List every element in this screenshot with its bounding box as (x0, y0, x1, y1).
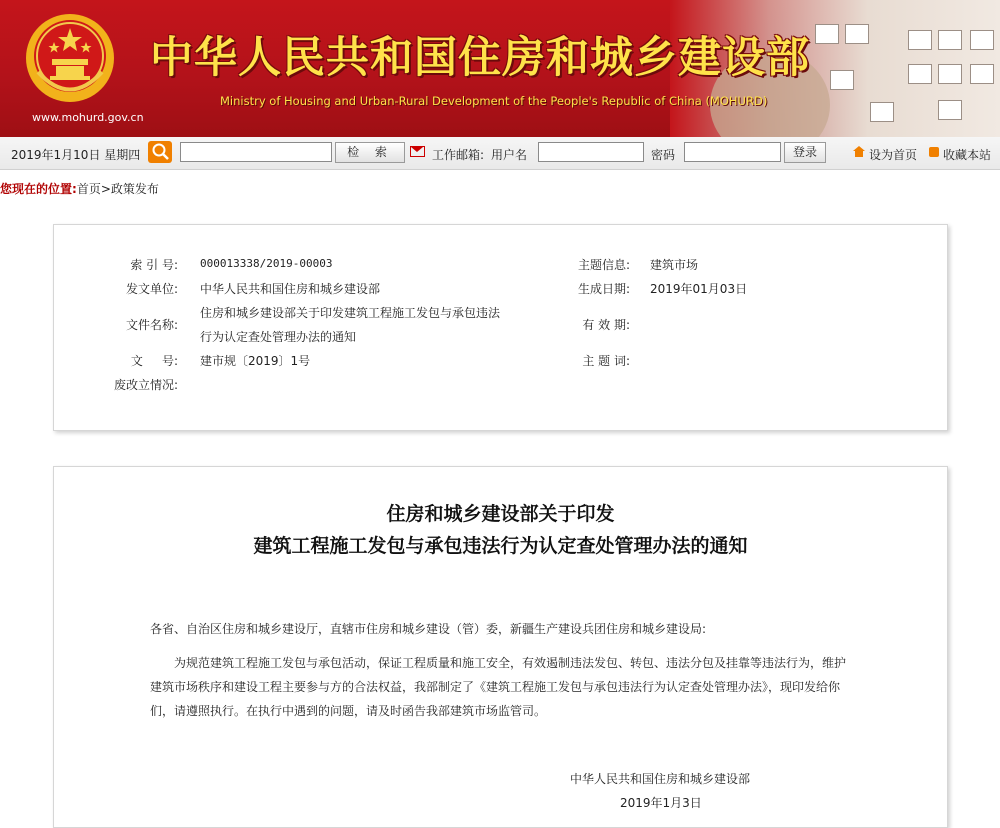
work-mail-label: 工作邮箱: (432, 148, 485, 162)
doc-number-label: 文 号: (130, 354, 178, 368)
index-number-value: 000013338/2019-00003 (200, 257, 333, 270)
validity-label: 有 效 期: (582, 318, 630, 332)
doc-number-value: 建市规〔2019〕1号 (200, 354, 311, 368)
document-body-line3: 们，请遵照执行。在执行中遇到的问题，请及时函告我部建筑市场监管司。 (150, 704, 547, 718)
site-title: 中华人民共和国住房和城乡建设部 (150, 33, 810, 83)
site-url: www.mohurd.gov.cn (32, 111, 144, 124)
generated-date-value: 2019年01月03日 (650, 282, 748, 296)
search-icon (148, 141, 172, 163)
topic-value: 建筑市场 (650, 258, 699, 272)
issuer-value: 中华人民共和国住房和城乡建设部 (200, 282, 381, 296)
issuer-label: 发文单位: (125, 282, 178, 296)
document-metadata-panel (53, 224, 948, 431)
revision-status-label: 废改立情况: (113, 378, 178, 392)
subject-words-label: 主 题 词: (582, 354, 630, 368)
password-label: 密码 (651, 148, 676, 162)
breadcrumb (0, 180, 159, 197)
home-icon (853, 146, 865, 157)
filename-value-line2: 行为认定查处管理办法的通知 (200, 330, 357, 344)
breadcrumb-separator: > (100, 182, 111, 196)
username-input[interactable] (538, 142, 644, 162)
filename-value-line1: 住房和城乡建设部关于印发建筑工程施工发包与承包违法 (200, 306, 501, 320)
filename-label: 文件名称: (125, 318, 178, 332)
document-signature: 中华人民共和国住房和城乡建设部 (570, 772, 751, 786)
document-body-line2: 建筑市场秩序和建设工程主要参与方的合法权益，我部制定了《建筑工程施工发包与承包违法行为认定查处管理办法》，现印发给你 (150, 680, 841, 694)
add-favorite-link[interactable]: 收藏本站 (943, 148, 992, 162)
bookmark-icon (929, 147, 939, 157)
topic-label: 主题信息: (577, 258, 630, 272)
current-date: 2019年1月10日 星期四 (11, 148, 141, 162)
login-button[interactable]: 登录 (784, 142, 826, 163)
document-body-line1: 为规范建筑工程施工发包与承包活动，保证工程质量和施工安全，有效遏制违法发包、转包、违法分包及挂靠等违法行为，维护 (174, 656, 847, 670)
document-salutation: 各省、自治区住房和城乡建设厅，直辖市住房和城乡建设（管）委，新疆生产建设兵团住房和城乡建设局: (150, 622, 707, 636)
breadcrumb-home-link[interactable]: 首页 (76, 182, 101, 196)
generated-date-label: 生成日期: (577, 282, 630, 296)
document-title-line2: 建筑工程施工发包与承包违法行为认定查处管理办法的通知 (253, 535, 748, 557)
search-input[interactable] (180, 142, 332, 162)
site-subtitle: Ministry of Housing and Urban-Rural Development of the People's Republic of China (MOHURD) (220, 94, 768, 108)
breadcrumb-label: 您现在的位置: (0, 182, 77, 196)
breadcrumb-current-link[interactable]: 政策发布 (110, 182, 159, 196)
national-emblem-icon (24, 12, 116, 104)
set-homepage-link[interactable]: 设为首页 (869, 148, 918, 162)
document-sign-date: 2019年1月3日 (620, 796, 702, 810)
username-label: 用户名 (491, 148, 528, 162)
mail-icon (410, 146, 425, 157)
site-banner (0, 0, 1000, 137)
document-content-panel (53, 466, 948, 828)
password-input[interactable] (684, 142, 781, 162)
document-title-line1: 住房和城乡建设部关于印发 (386, 503, 615, 525)
top-toolbar (0, 137, 1000, 170)
index-number-label: 索 引 号: (130, 258, 178, 272)
search-button[interactable]: 检 索 (335, 142, 405, 163)
